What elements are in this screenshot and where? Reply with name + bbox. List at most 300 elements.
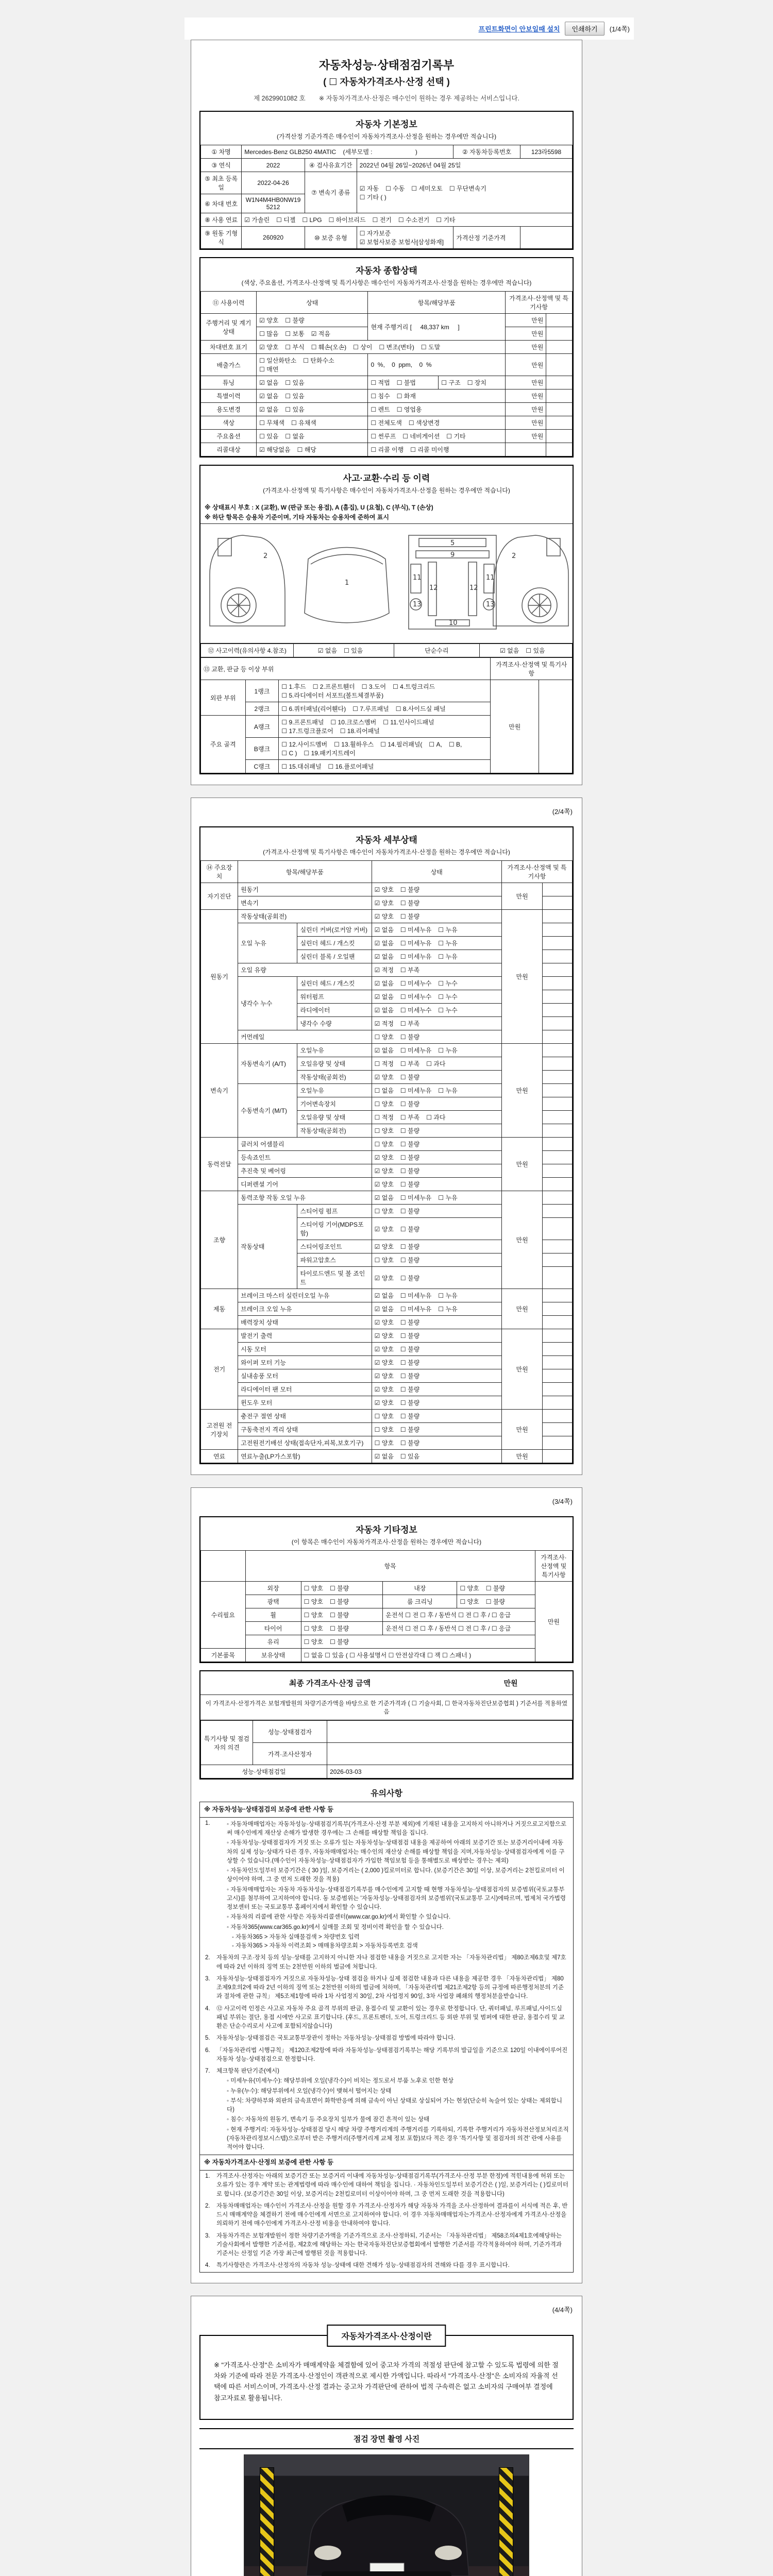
checkbox-unchecked[interactable]: ☐ 전체도색 xyxy=(371,419,402,427)
checkbox-unchecked[interactable]: ☐ 불량 xyxy=(400,1372,420,1380)
checkbox-unchecked[interactable]: ☐ 양호 xyxy=(460,1585,479,1592)
engine-type-value: 260920 xyxy=(242,227,305,249)
checkbox-unchecked[interactable]: ☐ 5.라디에이터 서포트(볼트체결부품) xyxy=(281,692,384,699)
checkbox-unchecked[interactable]: ☐ 미세누유 xyxy=(400,1087,432,1094)
checkbox-unchecked[interactable]: ☐ 리콜 이행 xyxy=(371,446,404,453)
checkbox-unchecked[interactable]: ☐ 불량 xyxy=(400,1359,420,1366)
checkbox-unchecked[interactable]: ☐ 10.크로스멤버 xyxy=(330,719,377,726)
price-cell: 만원 xyxy=(506,430,546,443)
checkbox-unchecked[interactable]: ☐ 변조(변타) xyxy=(379,344,414,351)
checkbox-unchecked[interactable]: ☐ 미세누수 xyxy=(400,980,432,987)
checkbox-unchecked[interactable]: ☐ 양호 xyxy=(304,1625,323,1632)
checkbox-unchecked[interactable]: ☐ 미세누유 xyxy=(400,926,432,934)
col-state: 상태 xyxy=(257,292,368,314)
checkbox-unchecked[interactable]: ☐ 11.인사이드패널 xyxy=(383,719,434,726)
checkbox-checked[interactable]: ☑ 가솔린 xyxy=(244,216,270,224)
basic-info-note: (가격산정 기준가격은 매수인이 자동차가격조사·산정을 원하는 경우에만 적습니다) xyxy=(276,133,497,140)
price-cell xyxy=(506,443,546,456)
checkbox-unchecked[interactable]: ☐ 불량 xyxy=(329,1598,349,1605)
vin-label: ⑥ 차대 번호 xyxy=(201,194,242,213)
checkbox-checked[interactable]: ☑ 양호 xyxy=(374,1167,394,1175)
checkbox-unchecked[interactable]: ☐ 불량 xyxy=(329,1638,349,1646)
first-reg-value: 2022-04-26 xyxy=(242,172,305,194)
checkbox-unchecked[interactable]: ☐ 불량 xyxy=(329,1585,349,1592)
checkbox-checked[interactable]: ☑ 양호 xyxy=(374,913,394,920)
checkbox-unchecked[interactable]: ☐ 불량 xyxy=(400,1127,420,1134)
checkbox-unchecked[interactable]: ☐ 16.플로어패널 xyxy=(328,763,374,770)
checkbox-unchecked[interactable]: ☐ 수소전기 xyxy=(398,216,430,224)
checkbox-unchecked[interactable]: ☐ 침수 xyxy=(371,393,390,400)
rankA-label: A랭크 xyxy=(245,716,279,738)
diagram-label-13r: 13 xyxy=(486,601,495,608)
checkbox-unchecked[interactable]: ☐ 무채색 xyxy=(259,419,285,427)
checkbox-checked[interactable]: ☑ 양호 xyxy=(374,1274,394,1282)
checkbox-unchecked[interactable]: ☐ 양호 xyxy=(374,1439,394,1447)
price-cell: 만원 xyxy=(502,1191,543,1289)
notices-title: 유의사항 xyxy=(371,1789,402,1798)
checkbox-unchecked[interactable]: ☐ 불량 xyxy=(400,1439,420,1447)
checkbox-unchecked[interactable]: ☐ 해당 xyxy=(297,446,316,453)
checkbox-checked[interactable]: ☑ 양호 xyxy=(374,1399,394,1406)
checkbox-unchecked[interactable]: ☐ 영업용 xyxy=(396,406,422,413)
checkbox-unchecked[interactable]: ☐ 일산화탄소 xyxy=(259,357,297,364)
checkbox-unchecked[interactable]: ☐ 기타 ( ) xyxy=(359,193,386,201)
checkbox-unchecked[interactable]: ☐ 누유 xyxy=(438,953,458,960)
checkbox-checked[interactable]: ☑ 양호 xyxy=(374,1181,394,1188)
checkbox-unchecked[interactable]: ☐ 누유 xyxy=(438,940,458,947)
checkbox-unchecked[interactable]: ☐ 불량 xyxy=(485,1585,506,1592)
inspection-date-label: 성능·상태점검일 xyxy=(201,1765,327,1778)
state-cell xyxy=(372,1218,501,1240)
checkbox-unchecked[interactable]: ☐ 불량 xyxy=(400,1346,420,1353)
spec-note-cell xyxy=(546,389,573,403)
checkbox-unchecked[interactable]: ☐ 훼손(오손) xyxy=(311,344,347,351)
usage-change-state xyxy=(257,403,368,416)
checkbox-unchecked[interactable]: ☐ 부식 xyxy=(285,344,305,351)
spec-note-cell xyxy=(543,990,573,1004)
checkbox-unchecked[interactable]: ☐ 불량 xyxy=(400,913,420,920)
checkbox-checked[interactable]: ☑ 없음 xyxy=(374,1007,394,1014)
state-cell xyxy=(372,1343,501,1356)
accident-note: (가격조사·산정액 및 특기사항은 매수인이 자동차가격조사·산정을 원하는 경우에만 적습니다) xyxy=(263,487,510,494)
checkbox-unchecked[interactable]: ☐ 불량 xyxy=(400,1426,420,1433)
spec-note-cell xyxy=(543,1111,573,1124)
checkbox-checked[interactable]: ☑ 양호 xyxy=(259,317,279,324)
checkbox-checked[interactable]: ☑ 없음 xyxy=(374,926,394,934)
state-cell xyxy=(372,963,501,977)
notice-item-no: 1. xyxy=(205,2173,210,2179)
checkbox-unchecked[interactable]: ☐ 불량 xyxy=(400,886,420,893)
checkbox-checked[interactable]: ☑ 없음 xyxy=(317,647,338,654)
vehicle-diagram-svg xyxy=(203,528,576,636)
checkbox-checked[interactable]: ☑ 없음 xyxy=(374,993,394,1001)
checkbox-unchecked[interactable]: ☐ 불량 xyxy=(400,1243,420,1250)
device-group-cell: 연료 xyxy=(201,1450,238,1463)
checkbox-unchecked[interactable]: ☐ 불량 xyxy=(329,1625,349,1632)
checkbox-unchecked[interactable]: ☐ 12.사이드멤버 xyxy=(281,741,328,748)
recall-item xyxy=(368,443,506,456)
checkbox-checked[interactable]: ☑ 양호 xyxy=(374,1386,394,1393)
item-sub-cell: 스티어링 기어(MDPS포함) xyxy=(297,1218,372,1240)
checkbox-unchecked[interactable]: ☐ 양호 xyxy=(374,1033,394,1041)
page-indicator: (1/4쪽) xyxy=(609,25,630,33)
item-cell: 실내송풍 모터 xyxy=(238,1369,372,1383)
checkbox-unchecked[interactable]: ☐ 불량 xyxy=(285,317,305,324)
checkbox-unchecked[interactable]: ☐ 디젤 xyxy=(276,216,296,224)
checkbox-unchecked[interactable]: ☐ 미세누유 xyxy=(400,1047,432,1054)
item-sub-cell: 오일누유 xyxy=(297,1044,372,1057)
checkbox-unchecked[interactable]: ☐ 7.루프패널 xyxy=(352,705,389,713)
checkbox-unchecked[interactable]: ☐ 미세누유 xyxy=(400,1194,432,1201)
checkbox-checked[interactable]: ☑ 없음 xyxy=(374,1306,394,1313)
notice-a-title: ※ 자동차성능·상태점검의 보증에 관한 사항 등 xyxy=(200,1802,573,1818)
checkbox-unchecked[interactable]: ☐ 양호 xyxy=(304,1612,323,1619)
checkbox-checked[interactable]: ☑ 양호 xyxy=(374,1346,394,1353)
checkbox-checked[interactable]: ☑ 적정 xyxy=(374,967,394,974)
checkbox-unchecked[interactable]: ☐ 적정 xyxy=(374,1060,394,1067)
checkbox-checked[interactable]: ☑ 없음 xyxy=(259,406,279,413)
appraisal-explain-text: ※ "가격조사·산정"은 소비자가 매매계약을 체결함에 있어 중고차 가격의 적절성 판단에 참고할 수 있도록 법령에 의한 절차와 기준에 따라 전문 가격조사·산정인이 객관적으로 제시한 가액입니다. 따라서 "가격조사·산정"은 소비자의 자율적 선택에 따른 서비스이며, 가격조사·산정 결과는 중고차 가격판단에 관하여 법적 구속력은 없고 소비자의 구매여부 결정에 참고자료로 활용됩니다. xyxy=(214,2361,559,2402)
checkbox-unchecked[interactable]: ☐ 불량 xyxy=(400,1074,420,1081)
checkbox-unchecked[interactable]: ☐ 불량 xyxy=(400,1208,420,1215)
checkbox-unchecked[interactable]: ☐ 부족 xyxy=(400,1020,420,1027)
checkbox-unchecked[interactable]: ☐ 불량 xyxy=(400,1225,420,1233)
checkbox-unchecked[interactable]: ☐ 있음 xyxy=(285,379,305,386)
checkbox-unchecked[interactable]: ☐ 렌트 xyxy=(371,406,390,413)
checkbox-unchecked[interactable]: ☐ C ) xyxy=(281,750,297,757)
price-cell: 만원 xyxy=(502,1410,543,1450)
checkbox-unchecked[interactable]: ☐ 15.대쉬패널 xyxy=(281,763,322,770)
col-price: 가격조사·산정액 및 특기사항 xyxy=(506,292,573,314)
checkbox-unchecked[interactable]: ☐ 2.프론트휀더 xyxy=(312,683,355,690)
price-cell: 만원 xyxy=(506,389,546,403)
checkbox-checked[interactable]: ☑ 없음 xyxy=(374,980,394,987)
section-final-price xyxy=(199,1670,574,1780)
col-device: ⑭ 주요장치 xyxy=(201,861,238,883)
checkbox-unchecked[interactable]: ☐ 6.쿼터패널(리어휀다) xyxy=(281,705,346,713)
checkbox-unchecked[interactable]: ☐ 장치 xyxy=(467,379,486,386)
checkbox-unchecked[interactable]: ☐ 양호 xyxy=(304,1598,323,1605)
checkbox-unchecked[interactable]: ☐ 양호 xyxy=(374,1413,394,1420)
rank2-label: 2랭크 xyxy=(245,702,279,716)
spec-note-cell xyxy=(543,1191,573,1205)
checkbox-checked[interactable]: ☑ 적음 xyxy=(311,330,330,337)
checkbox-unchecked[interactable]: ☐ 있음 xyxy=(344,647,363,654)
checkbox-unchecked[interactable]: ☐ 누유 xyxy=(438,1047,458,1054)
item-cell: 시동 모터 xyxy=(238,1343,372,1356)
checkbox-unchecked[interactable]: ☐ 탄화수소 xyxy=(303,357,334,364)
checkbox-checked[interactable]: ☑ 없음 xyxy=(374,1292,394,1299)
checkbox-unchecked[interactable]: ☐ 불량 xyxy=(400,1386,420,1393)
state-cell xyxy=(372,923,501,937)
spec-note-cell xyxy=(543,937,573,950)
checkbox-unchecked[interactable]: ☐ 많음 xyxy=(259,330,279,337)
spec-note-cell xyxy=(543,1253,573,1267)
checkbox-checked[interactable]: ☑ 없음 xyxy=(500,647,519,654)
checkbox-unchecked[interactable]: ☐ 불법 xyxy=(396,379,416,386)
checkbox-unchecked[interactable]: ☐ 무단변속기 xyxy=(449,184,486,192)
checkbox-checked[interactable]: ☑ 없음 xyxy=(374,1194,394,1201)
notice-bullet: ◦ 자동차성능·상태점검자가 거짓 또는 오류가 있는 자동차성능·상태점검 내용을 제공하여 아래의 보증기간 또는 보증거리이내에 자동차의 실제 성능·상태가 다른 경우, 자동차매매업자는 매수인의 재산상 손해를 배상할 책임을 지며,자동차성능·상태점검자에게 이를 구상할 수 있습니다.(매수인이 자동차성능·상태점검자가 가입한 책임보험 등을 통해별도로 배상받는 경우는 제외) xyxy=(227,1839,569,1866)
accident-title: 사고·교환·수리 등 이력 xyxy=(343,473,430,483)
checkbox-checked[interactable]: ☑ 보험사보증 보험사[삼성화재] xyxy=(359,239,444,246)
spec-note-cell xyxy=(543,1071,573,1084)
checkbox-unchecked[interactable]: ☐ 9.프론트패널 xyxy=(281,719,324,726)
checkbox-unchecked[interactable]: ☐ 있음 xyxy=(285,406,305,413)
item-sub-cell: 오일누유 xyxy=(297,1084,372,1097)
diagram-label-2r: 2 xyxy=(512,552,516,560)
wheel-state xyxy=(301,1608,383,1622)
checkbox-unchecked[interactable]: ☐ LPG xyxy=(302,216,322,224)
checkbox-unchecked[interactable]: ☐ 구조 xyxy=(441,379,461,386)
spec-note-cell xyxy=(543,1124,573,1138)
price-cell: 만원 xyxy=(506,416,546,430)
checkbox-unchecked[interactable]: ☐ 기타 xyxy=(446,433,466,440)
rankB-label: B랭크 xyxy=(245,738,279,760)
checkbox-checked[interactable]: ☑ 양호 xyxy=(374,1225,394,1233)
checkbox-checked[interactable]: ☑ 양호 xyxy=(374,1243,394,1250)
spec-note-cell xyxy=(543,1138,573,1151)
checkbox-unchecked[interactable]: ☐ 불량 xyxy=(400,1319,420,1326)
checkbox-checked[interactable]: ☑ 양호 xyxy=(374,1319,394,1326)
notice-item-text: 자동차성능·상태점검자가 거짓으로 자동차성능·상태 점검을 하거나 실제 점검한 내용과 다른 내용을 제공한 경우 「자동차관리법」 제80조제9호의2에 따라 2년 이하의 징역 또는 2천만원 이하의 벌금에 처하며, 「자동차관리법 제21조제2항 등의 규정에 따른행정처분의 기준과 절차에 관한 규칙」 제5조제1항에 따라 1차 사업정지 30일, 2차 사업정지 90일, 3차 사업장 폐쇄의 행정처분을받습니다. xyxy=(216,1975,564,2000)
item-cell: 연료누출(LP가스포함) xyxy=(238,1450,372,1463)
spec-note-cell xyxy=(543,1084,573,1097)
checkbox-unchecked[interactable]: ☐ 색상변경 xyxy=(408,419,440,427)
checkbox-unchecked[interactable]: ☐ 불량 xyxy=(400,1257,420,1264)
checkbox-unchecked[interactable]: ☐ 미세누유 xyxy=(400,940,432,947)
first-reg-label: ⑤ 최초 등록일 xyxy=(201,172,242,194)
print-toolbar xyxy=(184,18,634,40)
print-button[interactable]: 인쇄하기 xyxy=(565,22,604,36)
checkbox-unchecked[interactable]: ☐ 과다 xyxy=(426,1114,446,1121)
checkbox-checked[interactable]: ☑ 해당없음 xyxy=(259,446,291,453)
checkbox-checked[interactable]: ☑ 없음 xyxy=(259,379,279,386)
checkbox-unchecked[interactable]: ☐ 화재 xyxy=(396,393,416,400)
install-guide-link[interactable]: 프린트화면이 안보일때 설치 xyxy=(478,25,560,33)
checkbox-unchecked[interactable]: ☐ 미세누수 xyxy=(400,1007,432,1014)
spec-note-cell xyxy=(543,1151,573,1164)
item-cell: 충전구 절연 상태 xyxy=(238,1410,372,1423)
checkbox-unchecked[interactable]: ☐ 양호 xyxy=(374,1257,394,1264)
checkbox-unchecked[interactable]: ☐ 누수 xyxy=(438,1007,458,1014)
rank1-label: 1랭크 xyxy=(245,680,279,702)
checkbox-unchecked[interactable]: ☐ A, xyxy=(429,741,442,748)
checkbox-unchecked[interactable]: ☐ 17.트렁크플로어 xyxy=(281,727,333,735)
checkbox-unchecked[interactable]: ☐ 네비게이션 xyxy=(402,433,440,440)
notice-bullet: ◦ 자동차365(www.car365.go.kr)에서 실매물 조회 및 정비이력 확인을 할 수 있습니다. xyxy=(227,1923,569,1932)
checkbox-unchecked[interactable]: ☐ 불량 xyxy=(400,1413,420,1420)
page-3 xyxy=(191,1487,582,2283)
checkbox-unchecked[interactable]: ☐ 18.리어패널 xyxy=(340,727,380,735)
checkbox-unchecked[interactable]: ☐ 기타 xyxy=(436,216,456,224)
checkbox-unchecked[interactable]: ☐ 13.휠하우스 xyxy=(334,741,374,748)
checkbox-unchecked[interactable]: ☐ 19.패키지트레이 xyxy=(304,750,356,757)
checkbox-unchecked[interactable]: ☐ 상이 xyxy=(353,344,373,351)
price-basis-note: 이 가격조사·산정가격은 보험개발원의 차량기준가액을 바탕으로 한 기준가격과 ( ☐ 기술사회, ☐ 한국자동차진단보증협회 ) 기준서를 적용하였음 xyxy=(200,1695,573,1720)
checkbox-checked[interactable]: ☑ 양호 xyxy=(374,900,394,907)
checkbox-unchecked[interactable]: ☐ 미세누유 xyxy=(400,953,432,960)
item-parent-cell: 오일 누유 xyxy=(238,923,297,963)
detail-title: 자동차 세부상태 xyxy=(356,835,417,845)
rankB-items xyxy=(279,738,491,760)
checkbox-unchecked[interactable]: ☐ 도말 xyxy=(421,344,441,351)
checkbox-unchecked[interactable]: ☐ 있음 xyxy=(400,1453,420,1460)
checkbox-unchecked[interactable]: ☐ 수동 xyxy=(385,184,405,192)
checkbox-unchecked[interactable]: ☐ 누유 xyxy=(438,926,458,934)
spec-note-cell xyxy=(543,1004,573,1017)
checkbox-unchecked[interactable]: ☐ 누유 xyxy=(438,1306,458,1313)
checkbox-unchecked[interactable]: ☐ 적정 xyxy=(374,1114,394,1121)
checkbox-unchecked[interactable]: ☐ 누유 xyxy=(438,1292,458,1299)
checkbox-unchecked[interactable]: ☐ 있음 xyxy=(259,433,279,440)
checkbox-unchecked[interactable]: ☐ 없음 xyxy=(285,433,305,440)
checkbox-unchecked[interactable]: ☐ 3.도어 xyxy=(361,683,386,690)
checkbox-checked[interactable]: ☑ 양호 xyxy=(374,1332,394,1340)
checkbox-unchecked[interactable]: ☐ 8.사이드실 패널 xyxy=(395,705,446,713)
checkbox-unchecked[interactable]: ☐ 없음 xyxy=(374,1087,394,1094)
comprehensive-note: (색상, 주요옵션, 가격조사·산정액 및 특기사항은 매수인이 자동차가격조사·산정을 원하는 경우에만 적습니다) xyxy=(241,279,532,286)
checkbox-unchecked[interactable]: ☐ 하이브리드 xyxy=(328,216,366,224)
holding-state-label: 보유상태 xyxy=(245,1649,301,1662)
tire-state xyxy=(301,1622,383,1635)
special-history-label: 특별이력 xyxy=(201,389,257,403)
polish-label: 광택 xyxy=(245,1595,301,1608)
checkbox-unchecked[interactable]: ☐ 누수 xyxy=(438,993,458,1001)
checkbox-unchecked[interactable]: ☐ 누유 xyxy=(438,1194,458,1201)
checkbox-unchecked[interactable]: ☐ 미세누유 xyxy=(400,1292,432,1299)
checkbox-unchecked[interactable]: ☐ 불량 xyxy=(400,1141,420,1148)
notice-bullet: ◦ 자동차매매업자는 자동차 자동차성능·상태점검기록부를 매수인에게 고지할 때 현행 자동차성능·상태점검자의 보증범위(국토교통부 고시)를 첨부하여 고지하여야 합니다. 동 보증범위는 '자동차성능·상태점검자의 보증범위'(국토교통부 고시)에따르며, 법제처 국가법령정보센터 또는 국토교통부 홈페이지에서 확인할 수 있습니다. xyxy=(227,1886,569,1912)
notice-subline: - 자동차365 > 자동차 이력조회 > 매매용차량조회 > 자동차등록번호 검색 xyxy=(232,1943,418,1949)
exterior-state xyxy=(301,1582,383,1595)
checkbox-unchecked[interactable]: ☐ 불량 xyxy=(400,1399,420,1406)
checkbox-unchecked[interactable]: ☐ 리콜 미이행 xyxy=(410,446,449,453)
state-cell xyxy=(372,1164,501,1178)
diagram-label-5: 5 xyxy=(450,539,455,547)
checkbox-unchecked[interactable]: ☐ 부족 xyxy=(400,1060,420,1067)
abnormal-parts-label: ⑬ 교환, 판금 등 이상 부위 xyxy=(201,658,491,680)
checkbox-unchecked[interactable]: ☐ 자가보증 xyxy=(359,230,391,237)
checkbox-unchecked[interactable]: ☐ 양호 xyxy=(374,1141,394,1148)
state-cell xyxy=(372,1289,501,1302)
spec-note-cell xyxy=(543,1017,573,1030)
checkbox-checked[interactable]: ☑ 없음 xyxy=(374,1047,394,1054)
checkbox-checked[interactable]: ☑ 없음 xyxy=(374,953,394,960)
checkbox-checked[interactable]: ☑ 없음 xyxy=(374,1453,394,1460)
checkbox-unchecked[interactable]: ☐ 미세누수 xyxy=(400,993,432,1001)
checkbox-unchecked[interactable]: ☐ 불량 xyxy=(400,1154,420,1161)
checkbox-unchecked[interactable]: ☐ B, xyxy=(448,741,462,748)
vin-mark-state xyxy=(257,341,506,354)
checkbox-unchecked[interactable]: ☐ 불량 xyxy=(400,1332,420,1340)
item-sub-cell: 타이로드엔드 및 볼 죠인트 xyxy=(297,1267,372,1289)
spec-note-cell xyxy=(543,883,573,896)
checkbox-checked[interactable]: ☑ 양호 xyxy=(374,886,394,893)
section-basic-info xyxy=(199,111,574,250)
checkbox-unchecked[interactable]: ☐ 있음 xyxy=(526,647,545,654)
item-sub-cell: 스티어링조인트 xyxy=(297,1240,372,1253)
checkbox-checked[interactable]: ☑ 없음 xyxy=(259,393,279,400)
checkbox-unchecked[interactable]: ☐ 불량 xyxy=(400,1033,420,1041)
checkbox-unchecked[interactable]: ☐ 불량 xyxy=(400,1274,420,1282)
checkbox-unchecked[interactable]: ☐ 불량 xyxy=(485,1598,506,1605)
item-cell: 브레이크 마스터 실린더오일 누유 xyxy=(238,1289,372,1302)
checkbox-unchecked[interactable]: ☐ 유채색 xyxy=(291,419,316,427)
notice-item-no: 3. xyxy=(205,2232,210,2239)
checkbox-unchecked[interactable]: ☐ 양호 xyxy=(374,1208,394,1215)
state-cell xyxy=(372,1436,501,1450)
checkbox-unchecked[interactable]: ☐ 부족 xyxy=(400,967,420,974)
checkbox-unchecked[interactable]: ☐ 미세누유 xyxy=(400,1306,432,1313)
checkbox-unchecked[interactable]: ☐ 양호 xyxy=(304,1585,323,1592)
checkbox-unchecked[interactable]: ☐ 전기 xyxy=(372,216,392,224)
checkbox-unchecked[interactable]: ☐ 누유 xyxy=(438,1087,458,1094)
checkbox-checked[interactable]: ☑ 양호 xyxy=(259,344,279,351)
checkbox-checked[interactable]: ☑ 적정 xyxy=(374,1020,394,1027)
checkbox-unchecked[interactable]: ☐ 양호 xyxy=(374,1127,394,1134)
checkbox-unchecked[interactable]: ☐ 보통 xyxy=(285,330,305,337)
checkbox-unchecked[interactable]: ☐ 불량 xyxy=(400,900,420,907)
checkbox-checked[interactable]: ☑ 없음 xyxy=(374,940,394,947)
usage-change-label: 용도변경 xyxy=(201,403,257,416)
final-price-unit: 만원 xyxy=(503,1679,518,1687)
checkbox-unchecked[interactable]: ☐ 불량 xyxy=(400,1167,420,1175)
checkbox-unchecked[interactable]: ☐ 있음 xyxy=(285,393,305,400)
checkbox-unchecked[interactable]: ☐ 양호 xyxy=(374,1100,394,1108)
recall-label: 리콜대상 xyxy=(201,443,257,456)
checkbox-checked[interactable]: ☑ 양호 xyxy=(374,1154,394,1161)
spec-note-cell xyxy=(543,1240,573,1253)
checkbox-unchecked[interactable]: ☐ 부족 xyxy=(400,1114,420,1121)
checkbox-checked[interactable]: ☑ 양호 xyxy=(374,1372,394,1380)
checkbox-unchecked[interactable]: ☐ 세미오토 xyxy=(411,184,443,192)
checkbox-unchecked[interactable]: ☐ 4.트렁크리드 xyxy=(393,683,435,690)
checkbox-unchecked[interactable]: ☐ 불량 xyxy=(329,1612,349,1619)
page-indicator-4: (4/4쪽) xyxy=(552,2306,573,2314)
checkbox-unchecked[interactable]: ☐ 양호 xyxy=(304,1638,323,1646)
checkbox-unchecked[interactable]: ☐ 양호 xyxy=(460,1598,479,1605)
spec-note-cell xyxy=(543,1396,573,1410)
item-cell: 고전원전기배선 상태(접속단자,피복,보호기구) xyxy=(238,1436,372,1450)
state-cell xyxy=(372,1383,501,1396)
interior-label: 내장 xyxy=(383,1582,457,1595)
checkbox-unchecked[interactable]: ☐ 썬루프 xyxy=(371,433,396,440)
checkbox-checked[interactable]: ☑ 자동 xyxy=(359,184,379,192)
checkbox-unchecked[interactable]: ☐ 과다 xyxy=(426,1060,446,1067)
checkbox-unchecked[interactable]: ☐ 양호 xyxy=(374,1426,394,1433)
checkbox-unchecked[interactable]: ☐ 매연 xyxy=(259,366,279,373)
spec-note-cell xyxy=(543,1410,573,1423)
checkbox-unchecked[interactable]: ☐ 1.후드 xyxy=(281,683,306,690)
spec-note-cell xyxy=(543,1316,573,1329)
polish-state xyxy=(301,1595,383,1608)
checkbox-unchecked[interactable]: ☐ 불량 xyxy=(400,1100,420,1108)
state-cell xyxy=(372,1138,501,1151)
checkbox-unchecked[interactable]: ☐ 적법 xyxy=(371,379,390,386)
checkbox-unchecked[interactable]: ☐ 불량 xyxy=(400,1181,420,1188)
checkbox-unchecked[interactable]: ☐ 누수 xyxy=(438,980,458,987)
checkbox-checked[interactable]: ☑ 양호 xyxy=(374,1074,394,1081)
device-group-cell: 조향 xyxy=(201,1191,238,1289)
rankC-label: C랭크 xyxy=(245,760,279,773)
state-cell xyxy=(372,1410,501,1423)
checkbox-checked[interactable]: ☑ 양호 xyxy=(374,1359,394,1366)
checkbox-unchecked[interactable]: ☐ 14.필러패널( xyxy=(380,741,423,748)
item-sub-cell: 기어변속장치 xyxy=(297,1097,372,1111)
opinion-table xyxy=(200,1720,573,1778)
item-sub-cell: 스티어링 펌프 xyxy=(297,1205,372,1218)
